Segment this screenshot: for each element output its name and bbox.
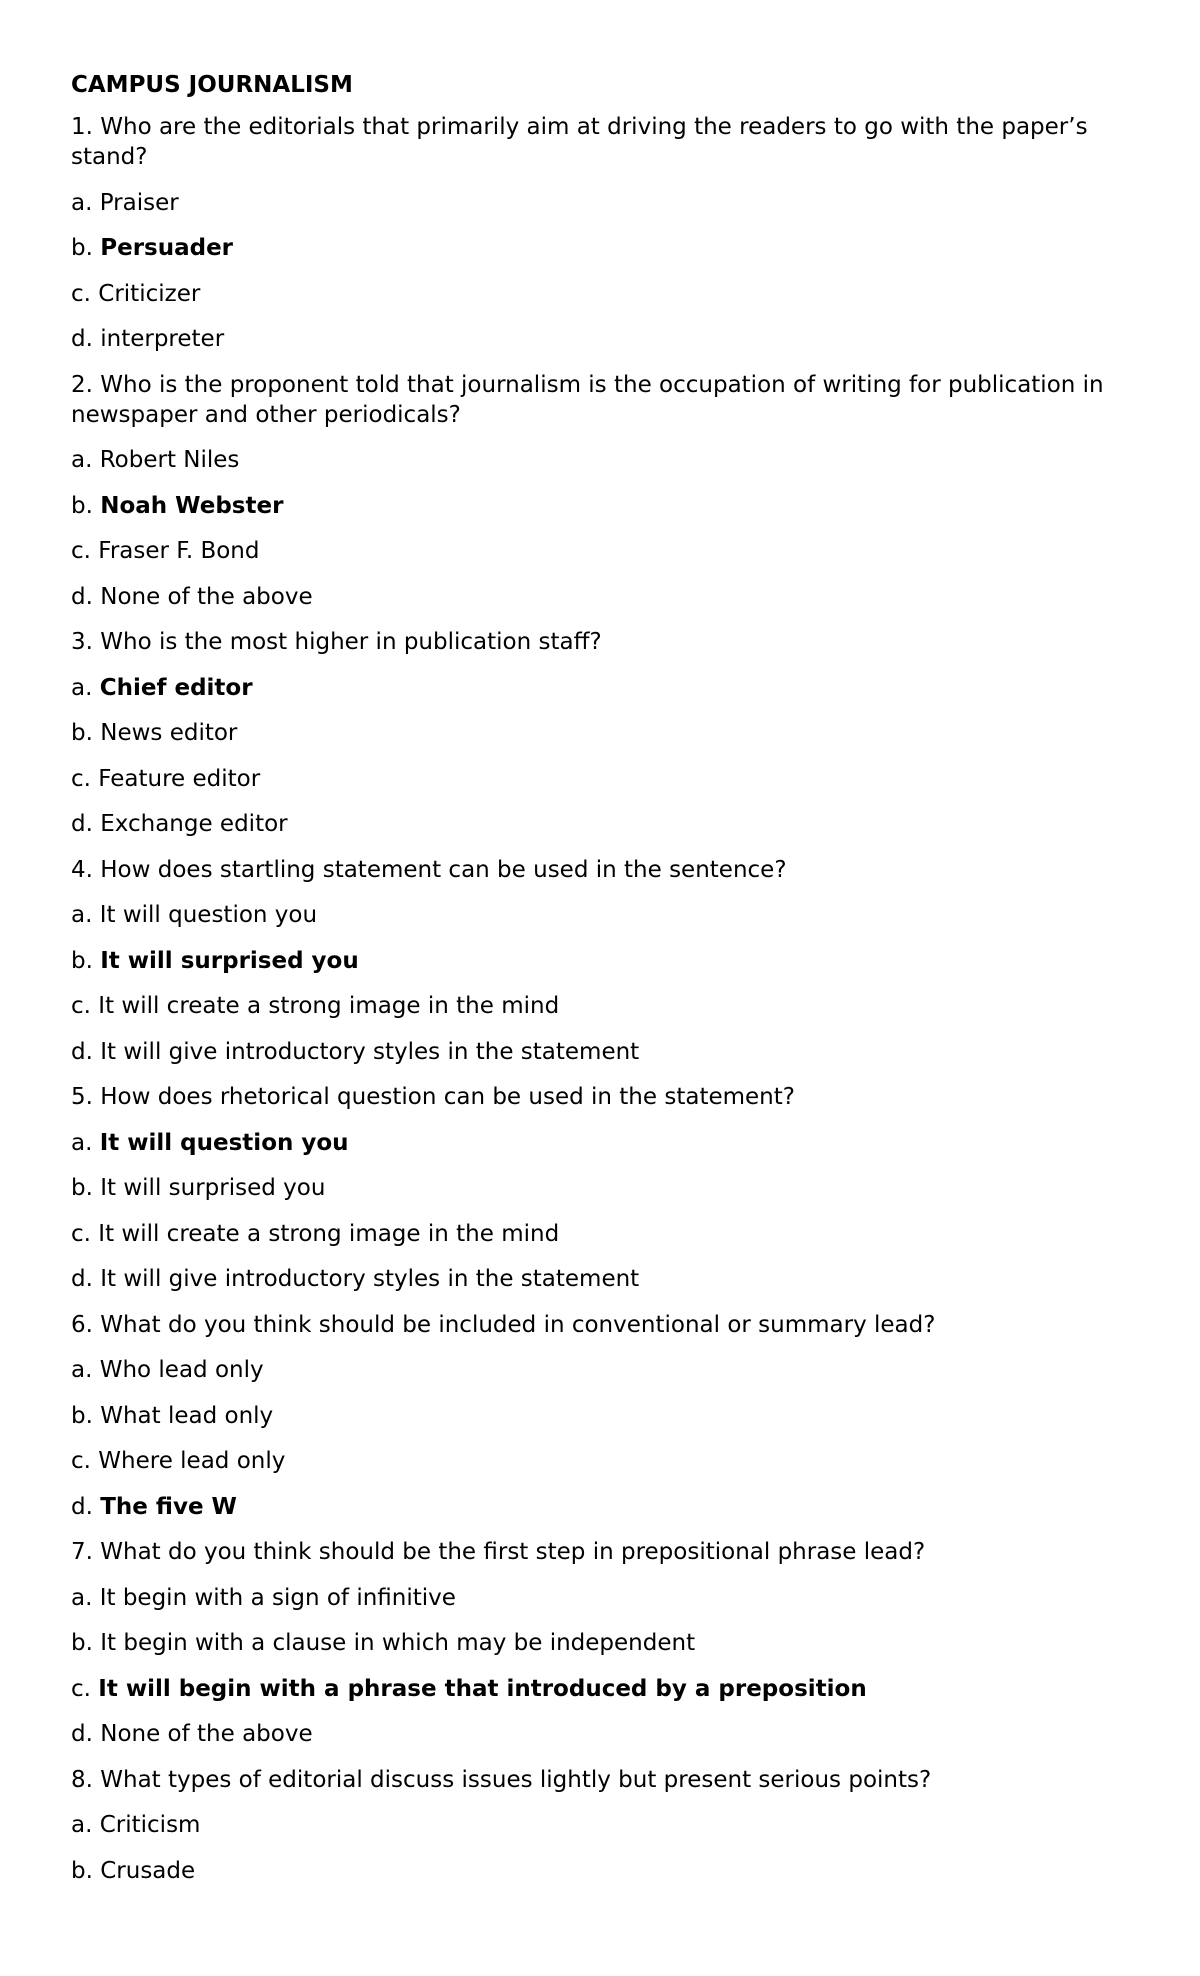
answer-option: [71, 233, 1141, 263]
question-number: 8.: [71, 1766, 93, 1793]
question-6: [71, 1310, 1141, 1340]
option-letter: c.: [71, 1448, 91, 1474]
correct-answer-text: It will surprised you: [100, 947, 359, 974]
option-letter: d.: [71, 1721, 93, 1747]
option-letter: d.: [71, 583, 93, 610]
answer-option: [71, 1492, 1141, 1522]
option-letter: a.: [71, 674, 93, 701]
option-letter: a.: [71, 189, 93, 216]
option-letter: a.: [71, 1357, 93, 1383]
option-letter: b.: [71, 1857, 93, 1884]
question-4: [71, 855, 1141, 885]
question-7: [71, 1537, 1141, 1567]
answer-option: [71, 1674, 1141, 1704]
question-text: What do you think should be included in conventional or summary lead?: [100, 1311, 936, 1338]
correct-answer-text: It will question you: [99, 1129, 349, 1156]
option-letter: c.: [71, 538, 91, 564]
question-text: Who is the proponent told that journalism is the occupation of writing for publication in newspaper and other periodicals?: [71, 371, 1104, 428]
question-number: 3.: [71, 629, 93, 655]
option-text: Robert Niles: [99, 447, 240, 473]
option-text: It begin with a clause in which may be independent: [100, 1630, 696, 1656]
question-1: [71, 112, 1141, 172]
option-text: interpreter: [100, 326, 225, 352]
answer-option: [71, 900, 1141, 930]
option-text: Praiser: [99, 189, 179, 216]
option-letter: b.: [71, 235, 93, 261]
question-number: 2.: [71, 371, 93, 398]
option-letter: d.: [71, 1493, 93, 1520]
option-text: Criticizer: [98, 280, 201, 307]
question-8: [71, 1765, 1141, 1795]
question-number: 4.: [71, 856, 93, 883]
answer-option: [71, 445, 1141, 475]
question-text: How does startling statement can be used in the sentence?: [100, 856, 787, 883]
answer-option: [71, 991, 1141, 1021]
option-letter: c.: [71, 1675, 91, 1702]
question-number: 7.: [71, 1539, 93, 1565]
option-letter: a.: [71, 1812, 93, 1838]
option-letter: b.: [71, 492, 93, 519]
question-number: 6.: [71, 1311, 93, 1338]
question-5: [71, 1082, 1141, 1112]
option-text: It will create a strong image in the mind: [98, 1220, 560, 1247]
option-letter: c.: [71, 280, 91, 307]
option-text: It will question you: [99, 902, 318, 928]
option-text: Where lead only: [98, 1448, 286, 1474]
option-letter: c.: [71, 1220, 91, 1247]
option-letter: b.: [71, 720, 93, 746]
correct-answer-text: Persuader: [100, 235, 234, 261]
answer-option: [71, 1719, 1141, 1749]
option-text: It will give introductory styles in the statement: [100, 1038, 640, 1065]
answer-option: [71, 1810, 1141, 1840]
answer-option: [71, 1401, 1141, 1431]
answer-option: [71, 536, 1141, 566]
option-letter: b.: [71, 947, 93, 974]
option-text: Who lead only: [99, 1357, 264, 1383]
option-letter: c.: [71, 765, 91, 792]
option-text: It will surprised you: [100, 1175, 326, 1201]
option-letter: b.: [71, 1630, 93, 1656]
question-text: What do you think should be the first step in prepositional phrase lead?: [100, 1539, 926, 1565]
option-text: It begin with a sign of infinitive: [99, 1584, 456, 1611]
option-letter: d.: [71, 811, 93, 837]
correct-answer-text: It will begin with a phrase that introduced by a preposition: [98, 1675, 867, 1702]
answer-option: [71, 1446, 1141, 1476]
question-text: Who are the editorials that primarily aim at driving the readers to go with the paper’s stand?: [71, 114, 1088, 170]
answer-option: [71, 324, 1141, 354]
option-letter: a.: [71, 902, 93, 928]
option-text: Criticism: [99, 1812, 201, 1838]
option-text: It will give introductory styles in the statement: [100, 1266, 640, 1292]
option-letter: a.: [71, 1129, 93, 1156]
option-letter: a.: [71, 1584, 93, 1611]
option-text: What lead only: [100, 1402, 274, 1429]
question-text: Who is the most higher in publication staff?: [100, 629, 602, 655]
document-page: [71, 68, 1141, 1901]
answer-option: [71, 1355, 1141, 1385]
question-3: [71, 627, 1141, 657]
option-text: It will create a strong image in the mind: [98, 993, 560, 1019]
option-text: Fraser F. Bond: [98, 538, 260, 564]
answer-option: [71, 1856, 1141, 1886]
answer-option: [71, 582, 1141, 612]
question-number: 5.: [71, 1084, 93, 1110]
answer-option: [71, 946, 1141, 976]
option-letter: d.: [71, 1266, 93, 1292]
correct-answer-text: Noah Webster: [100, 492, 284, 519]
option-letter: a.: [71, 447, 93, 473]
option-letter: d.: [71, 326, 93, 352]
answer-option: [71, 491, 1141, 521]
answer-option: [71, 188, 1141, 218]
question-text: How does rhetorical question can be used in the statement?: [100, 1084, 795, 1110]
question-2: [71, 370, 1141, 430]
option-letter: b.: [71, 1175, 93, 1201]
answer-option: [71, 1583, 1141, 1613]
correct-answer-text: The five W: [100, 1493, 237, 1520]
answer-option: [71, 1037, 1141, 1067]
answer-option: [71, 1128, 1141, 1158]
document-title: CAMPUS JOURNALISM: [71, 72, 353, 98]
option-text: None of the above: [100, 1721, 313, 1747]
correct-answer-text: Chief editor: [99, 674, 253, 701]
answer-option: [71, 279, 1141, 309]
answer-option: [71, 1173, 1141, 1203]
answer-option: [71, 1628, 1141, 1658]
answer-option: [71, 809, 1141, 839]
option-text: News editor: [100, 720, 238, 746]
option-letter: c.: [71, 993, 91, 1019]
answer-option: [71, 1264, 1141, 1294]
answer-option: [71, 718, 1141, 748]
option-text: Crusade: [100, 1857, 196, 1884]
option-letter: d.: [71, 1038, 93, 1065]
option-text: Exchange editor: [100, 811, 288, 837]
question-number: 1.: [71, 114, 93, 140]
answer-option: [71, 1219, 1141, 1249]
option-text: None of the above: [100, 583, 313, 610]
question-text: What types of editorial discuss issues lightly but present serious points?: [100, 1766, 932, 1793]
answer-option: [71, 673, 1141, 703]
option-text: Feature editor: [98, 765, 261, 792]
question-list: [71, 112, 1141, 1886]
option-letter: b.: [71, 1402, 93, 1429]
answer-option: [71, 764, 1141, 794]
